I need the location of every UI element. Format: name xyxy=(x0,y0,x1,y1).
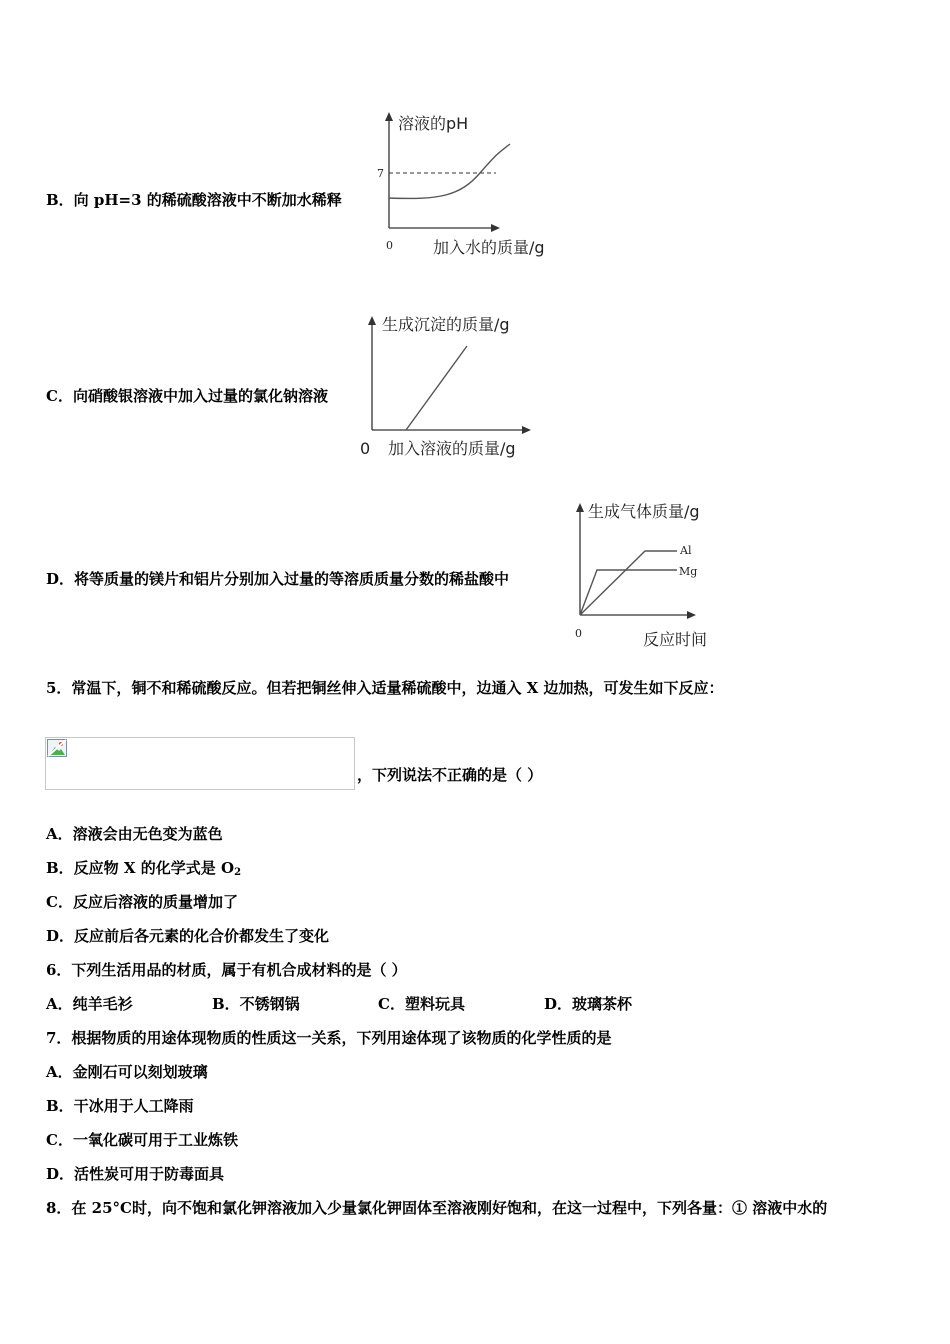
ph-tick-7: 7 xyxy=(377,167,384,180)
q7-option-a: A．金刚石可以刻划玻璃 xyxy=(46,1063,208,1081)
q4-option-b: B．向 pH=3 的稀硫酸溶液中不断加水稀释 xyxy=(46,191,342,209)
gas-y-axis-label: 生成气体质量/g xyxy=(588,502,700,521)
precipitate-x-axis-label: 加入溶液的质量/g xyxy=(388,439,516,458)
series-label-mg: Mg xyxy=(679,565,698,578)
q5-option-c: C．反应后溶液的质量增加了 xyxy=(46,893,238,911)
gas-x-axis-label: 反应时间 xyxy=(643,630,708,649)
q6-option-a: A．纯羊毛衫 xyxy=(46,995,133,1013)
q6-option-b: B．不锈钢锅 xyxy=(212,995,300,1013)
precipitate-graph xyxy=(355,310,555,460)
gas-origin: 0 xyxy=(575,627,582,640)
q4-option-c: C．向硝酸银溶液中加入过量的氯化钠溶液 xyxy=(46,387,328,405)
q6-option-d: D．玻璃茶杯 xyxy=(544,995,633,1013)
ph-dilution-graph xyxy=(370,108,570,268)
q6-stem: 6．下列生活用品的材质，属于有机合成材料的是（ ） xyxy=(46,961,407,979)
q7-option-d: D．活性炭可用于防毒面具 xyxy=(46,1165,225,1183)
series-label-al: Al xyxy=(680,544,692,557)
ph-x-axis-label: 加入水的质量/g xyxy=(433,238,545,257)
ph-origin: 0 xyxy=(386,239,393,252)
q5-option-b: B．反应物 X 的化学式是 $O_2$ xyxy=(46,859,242,878)
q7-stem: 7．根据物质的用途体现物质的性质这一关系，下列用途体现了该物质的化学性质的是 xyxy=(46,1029,612,1047)
gas-volume-graph xyxy=(565,495,735,655)
precipitate-origin: 0 xyxy=(360,439,371,458)
q8-stem: 8．在 25°C时，向不饱和氯化钾溶液加入少量氯化钾固体至溶液刚好饱和，在这一过程中，下列各量：① 溶液中水的 xyxy=(46,1199,828,1217)
q7-option-b: B．干冰用于人工降雨 xyxy=(46,1097,194,1115)
q6-option-c: C．塑料玩具 xyxy=(378,995,465,1013)
broken-image-icon xyxy=(47,739,67,757)
q7-option-c: C．一氧化碳可用于工业炼铁 xyxy=(46,1131,238,1149)
q4-option-d: D．将等质量的镁片和铝片分别加入过量的等溶质质量分数的稀盐酸中 xyxy=(46,570,510,588)
q6-options xyxy=(46,993,710,1014)
q5-option-a: A．溶液会由无色变为蓝色 xyxy=(46,825,223,843)
q5-option-d: D．反应前后各元素的化合价都发生了变化 xyxy=(46,927,330,945)
q5-after-image: ，下列说法不正确的是（ ） xyxy=(357,766,543,784)
ph-y-axis-label: 溶液的pH xyxy=(398,114,469,133)
precipitate-y-axis-label: 生成沉淀的质量/g xyxy=(382,315,510,334)
q5-stem: 5．常温下，铜不和稀硫酸反应。但若把铜丝伸入适量稀硫酸中，边通入 X 边加热，可发生如下反应： xyxy=(46,679,724,697)
reaction-equation-image xyxy=(45,737,355,790)
